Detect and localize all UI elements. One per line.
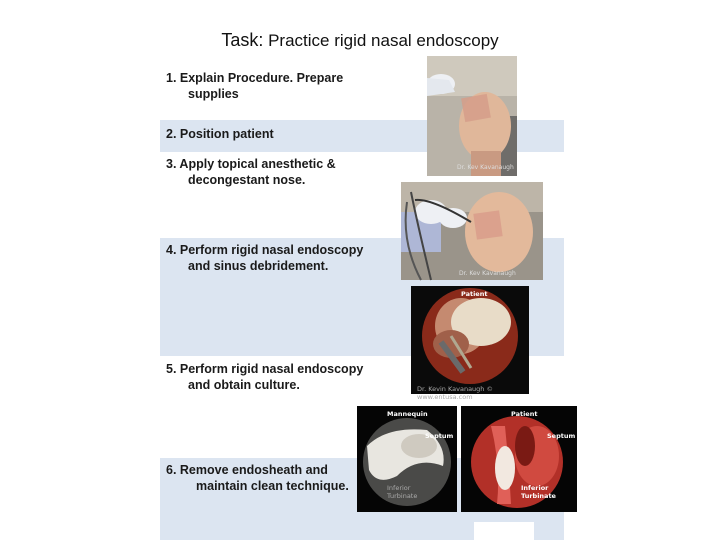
step-5 — [166, 361, 363, 393]
step-3 — [166, 156, 336, 188]
photo-endoscopic-mannequin — [357, 406, 457, 512]
photo5-bottom-label: Inferior Turbinate — [521, 484, 556, 500]
photo3-credit: Dr. Kevin Kavanaugh © www.entusa.com — [417, 385, 493, 401]
step-1-line1: 1. Explain Procedure. Prepare — [166, 71, 344, 85]
step-4-line2: and sinus debridement. — [188, 259, 329, 273]
photo4-side-label: Septum — [425, 432, 454, 440]
photo5-side-label: Septum — [547, 432, 576, 440]
title-lead: Task: — [221, 30, 264, 50]
photo-endoscope-mannequin — [401, 182, 543, 280]
step-2-line1: 2. Position patient — [166, 127, 274, 141]
photo-mannequin-setup — [427, 56, 517, 176]
photo4-bottom-label: Inferior Turbinate — [387, 484, 418, 500]
step-3-line1: 3. Apply topical anesthetic & — [166, 157, 336, 171]
photo-endoscopic-patient — [411, 286, 529, 401]
step-1 — [166, 70, 343, 102]
step-4 — [166, 242, 363, 274]
white-patch — [474, 522, 534, 540]
step-6-line2: maintain clean technique. — [196, 479, 349, 493]
photo1-watermark: Dr. Kev Kavanaugh — [457, 164, 514, 171]
step-4-line1: 4. Perform rigid nasal endoscopy — [166, 243, 364, 257]
endoscope-mannequin-image — [401, 182, 543, 280]
mannequin-setup-image — [427, 56, 517, 176]
step-6-line1: 6. Remove endosheath and — [166, 463, 328, 477]
endoscopic-patient-image — [411, 286, 529, 394]
step-5-line2: and obtain culture. — [188, 378, 300, 392]
step-1-line2: supplies — [188, 87, 239, 101]
step-2 — [166, 126, 274, 142]
photo-endoscopic-patient-2 — [461, 406, 577, 512]
step-5-line1: 5. Perform rigid nasal endoscopy — [166, 362, 364, 376]
slide-title — [0, 30, 720, 51]
step-6 — [166, 462, 349, 494]
photo3-top-label: Patient — [461, 290, 488, 298]
photo4-top-label: Mannequin — [387, 410, 428, 418]
step-3-line2: decongestant nose. — [188, 173, 306, 187]
title-text: Practice rigid nasal endoscopy — [263, 31, 499, 50]
photo2-watermark: Dr. Kev Kavanaugh — [459, 270, 516, 277]
photo5-top-label: Patient — [511, 410, 538, 418]
